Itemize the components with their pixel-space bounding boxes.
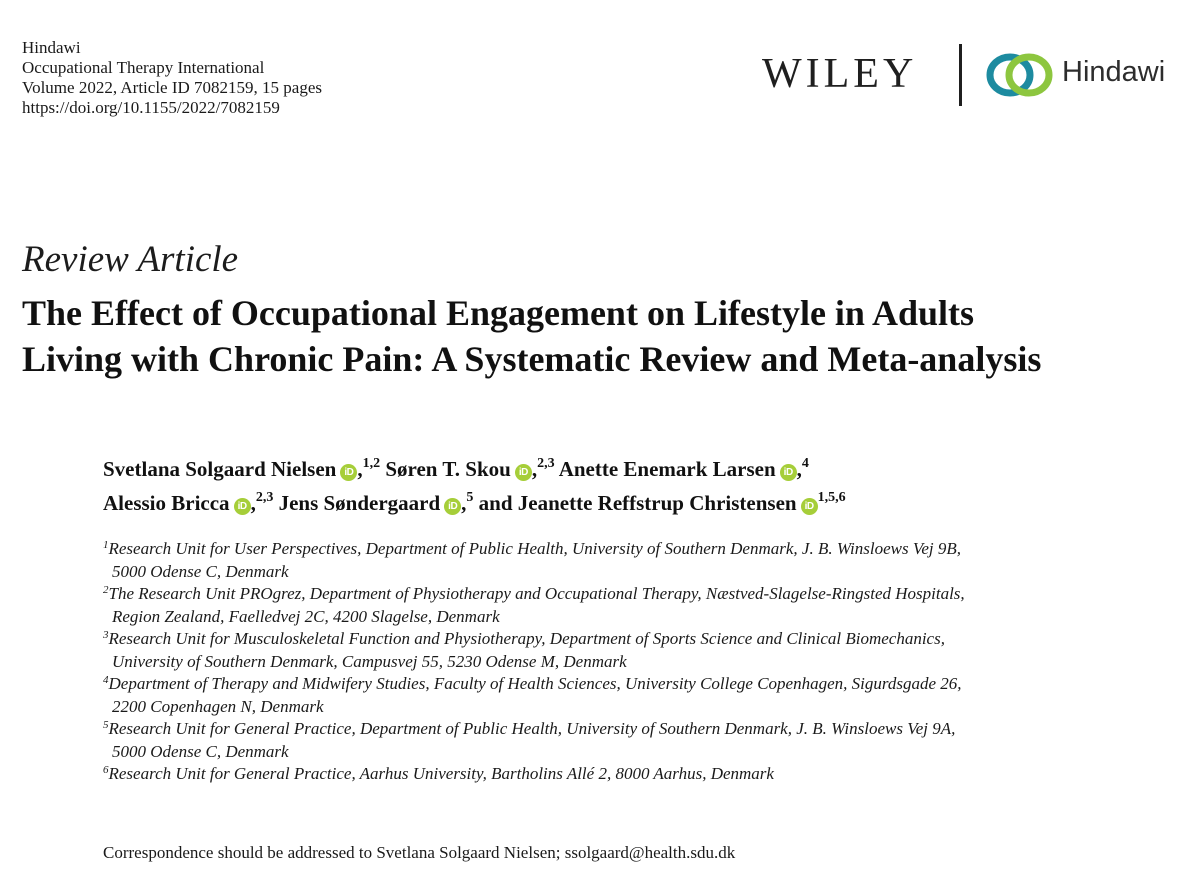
affiliation-text: 5000 Odense C, Denmark xyxy=(112,561,289,581)
logo-divider xyxy=(959,44,962,106)
affiliation-text: 2200 Copenhagen N, Denmark xyxy=(112,696,324,716)
author-conjunction: and xyxy=(478,491,513,515)
author-line xyxy=(103,486,846,520)
affiliation-text: Research Unit for General Practice, Department of Public Health, University of Southern Denmark, J. B. Winsloews Vej 9A, xyxy=(108,719,956,738)
author-name[interactable]: Anette Enemark Larsen xyxy=(558,457,776,481)
orcid-icon[interactable]: iD xyxy=(340,464,357,481)
hindawi-rings-icon xyxy=(984,50,1056,100)
author-line xyxy=(103,452,846,486)
author-affil-sup: ,$^{1,2}$ xyxy=(357,456,381,481)
author-name[interactable]: Alessio Bricca xyxy=(103,491,230,515)
wiley-logo: WILEY xyxy=(762,51,918,97)
affiliation-item xyxy=(103,583,965,628)
volume-info: Volume 2022, Article ID 7082159, 15 pages xyxy=(22,78,322,97)
affiliation-text: Research Unit for General Practice, Aarhus University, Bartholins Allé 2, 8000 Aarhus, Denmark xyxy=(108,764,774,783)
orcid-icon[interactable]: iD xyxy=(444,498,461,515)
publisher-name: Hindawi xyxy=(22,38,81,57)
article-title xyxy=(22,290,1192,382)
author-affil-sup: ,$^4$ xyxy=(796,456,809,481)
title-line: The Effect of Occupational Engagement on Lifestyle in Adults xyxy=(22,293,974,333)
journal-name: Occupational Therapy International xyxy=(22,58,265,77)
author-affil-sup: ,$^{2,3}$ xyxy=(250,490,274,515)
article-type: Review Article xyxy=(22,239,239,280)
author-affil-sup: ,$^5$ xyxy=(461,490,474,515)
title-line: Living with Chronic Pain: A Systematic Review and Meta-analysis xyxy=(22,339,1042,379)
affiliation-item xyxy=(103,628,965,673)
affiliation-number: 4 xyxy=(103,674,109,686)
affiliation-text: Department of Therapy and Midwifery Studies, Faculty of Health Sciences, University College Copenhagen, Sigurdsgade 26, xyxy=(108,674,962,693)
affiliation-number: 6 xyxy=(103,764,109,776)
orcid-icon[interactable]: iD xyxy=(780,464,797,481)
orcid-icon[interactable]: iD xyxy=(515,464,532,481)
affiliation-number: 1 xyxy=(103,539,109,551)
author-name[interactable]: Jeanette Reffstrup Christensen xyxy=(517,491,797,515)
affiliation-number: 3 xyxy=(103,629,109,641)
publisher-logos xyxy=(762,40,1182,110)
affiliation-text: Research Unit for Musculoskeletal Function and Physiotherapy, Department of Sports Science and Clinical Biomechanics, xyxy=(108,629,945,648)
affiliation-text: University of Southern Denmark, Campusvej 55, 5230 Odense M, Denmark xyxy=(112,651,627,671)
affiliation-item xyxy=(103,763,965,786)
orcid-icon[interactable]: iD xyxy=(801,498,818,515)
affiliation-text: 5000 Odense C, Denmark xyxy=(112,741,289,761)
author-name[interactable]: Søren T. Skou xyxy=(385,457,511,481)
author-list xyxy=(103,452,846,520)
affiliation-item xyxy=(103,718,965,763)
journal-meta xyxy=(22,38,322,118)
author-affil-sup: ,$^{2,3}$ xyxy=(531,456,555,481)
author-name[interactable]: Svetlana Solgaard Nielsen xyxy=(103,457,337,481)
affiliation-text: Research Unit for User Perspectives, Department of Public Health, University of Southern Denmark, J. B. Winsloews Vej 9B, xyxy=(108,539,962,558)
affiliation-item xyxy=(103,673,965,718)
correspondence-note: Correspondence should be addressed to Svetlana Solgaard Nielsen; ssolgaard@health.sdu.dk xyxy=(103,843,736,862)
orcid-icon[interactable]: iD xyxy=(234,498,251,515)
affiliation-text: The Research Unit PROgrez, Department of Physiotherapy and Occupational Therapy, Næstved-Slagelse-Ringsted Hospitals, xyxy=(108,584,965,603)
author-name[interactable]: Jens Søndergaard xyxy=(278,491,441,515)
hindawi-logo-text: Hindawi xyxy=(1062,56,1166,88)
affiliation-number: 2 xyxy=(103,584,109,596)
affiliation-number: 5 xyxy=(103,719,109,731)
doi-link[interactable]: https://doi.org/10.1155/2022/7082159 xyxy=(22,98,280,117)
affiliation-text: Region Zealand, Faelledvej 2C, 4200 Slagelse, Denmark xyxy=(112,606,500,626)
affiliation-item xyxy=(103,538,965,583)
affiliation-list xyxy=(103,538,965,786)
author-affil-sup: 1,5,6 xyxy=(817,490,846,505)
